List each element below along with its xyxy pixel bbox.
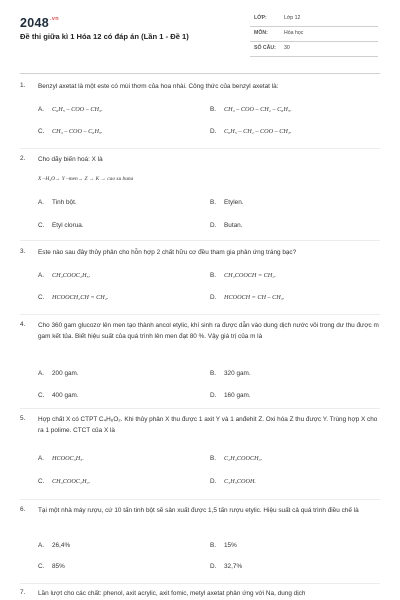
question-text: Cho 360 gam glucozơ lên men tạo thành ancol etylic, khí sinh ra được dẫn vào dung dịch nước vôi trong dư thu được m gam kết tủa. Biết hiệu suất của quá trình lên men đạt 80 %. Vậy giá trị của m là	[38, 322, 379, 340]
site-logo[interactable]: $2048^{.vn}$	[20, 16, 59, 30]
option-a[interactable]: A. 200 gam.	[38, 370, 79, 377]
option-d[interactable]: D. HCOOCH = CH – CH₃.	[210, 294, 285, 301]
question-divider	[20, 314, 380, 315]
question-text: Benzyl axetat là một este có mùi thơm của hoa nhài. Công thức của benzyl axetat là:	[38, 83, 279, 90]
page-title: Đề thi giữa kì 1 Hóa 12 có đáp án (Lần 1 - Đề 1)	[20, 32, 189, 41]
option-c[interactable]: C. CH₃ – COO – C₆H₅.	[38, 128, 103, 135]
question-divider	[20, 148, 380, 149]
question-3	[20, 248, 380, 308]
logo-suffix: .vn	[50, 16, 59, 22]
option-c[interactable]: C. Etyl clorua.	[38, 222, 84, 229]
meta-label: MÔN:	[254, 30, 268, 36]
option-b[interactable]: B. CH₃COOCH = CH₂.	[210, 272, 276, 279]
meta-value: Lớp 12	[284, 15, 301, 21]
meta-subject-row	[250, 27, 378, 42]
question-text: Hợp chất X có CTPT C₄H₆O₂. Khi thủy phân X thu được 1 axit Y và 1 anđehit Z. Oxi hóa Z thu được Y. Trùng hợp X cho ra 1 polime. CTCT của X là	[38, 416, 378, 434]
option-c[interactable]: C. HCOOCH₂CH = CH₂.	[38, 294, 109, 301]
question-7	[20, 589, 380, 600]
option-d[interactable]: D. Butan.	[210, 222, 243, 229]
question-number: 7.	[20, 589, 26, 596]
meta-count-row	[250, 42, 378, 57]
option-c[interactable]: C. 400 gam.	[38, 392, 79, 399]
meta-label: SỐ CÂU:	[254, 45, 276, 51]
question-4	[20, 321, 380, 401]
meta-value: Hóa học	[284, 30, 304, 36]
option-a[interactable]: A. C₆H₅ – COO – CH₃.	[38, 106, 103, 113]
option-b[interactable]: B. 320 gam.	[210, 370, 251, 377]
option-b[interactable]: B. 15%	[210, 542, 237, 549]
reaction-scheme: X –H₂O→ Y –men→ Z → K → cao su buna	[38, 176, 134, 182]
meta-value: 30	[284, 45, 290, 51]
question-text: Tại một nhà máy rượu, cứ 10 tấn tinh bột sẽ sản xuất được 1,5 tấn rượu etylic. Hiệu suất cả quá trình điều chế là	[38, 507, 359, 514]
question-divider	[20, 240, 380, 241]
option-a[interactable]: A. HCOOC₃H₅.	[38, 455, 84, 462]
option-b[interactable]: B. CH₃ – COO – CH₂ – C₆H₅.	[210, 106, 292, 113]
question-text: Lần lượt cho các chất: phenol, axit acrylic, axit fomic, metyl axetat phản ứng với Na, dung dịch	[38, 590, 306, 597]
question-2	[20, 155, 380, 235]
meta-class-row	[250, 12, 378, 27]
question-1	[20, 82, 380, 142]
option-a[interactable]: A. Tinh bột.	[38, 199, 77, 206]
option-c[interactable]: C. CH₃COOC₂H₃.	[38, 478, 91, 485]
question-divider	[20, 499, 380, 500]
question-divider	[20, 583, 380, 584]
question-number: 1.	[20, 82, 26, 89]
header	[0, 0, 400, 70]
question-number: 2.	[20, 155, 26, 162]
question-6	[20, 506, 380, 580]
option-a[interactable]: A. 26,4%	[38, 542, 71, 549]
question-number: 4.	[20, 321, 26, 328]
option-a[interactable]: A. CH₃COOC₂H₅.	[38, 272, 91, 279]
question-text: Cho dãy biến hoá: X là	[38, 156, 103, 163]
option-d[interactable]: D. 32,7%	[210, 563, 243, 570]
option-d[interactable]: D. C₆H₅ – CH₂ – COO – CH₃.	[210, 128, 292, 135]
question-number: 6.	[20, 506, 26, 513]
option-b[interactable]: B. C₂H₃COOCH₃.	[210, 455, 263, 462]
option-d[interactable]: D. 160 gam.	[210, 392, 251, 399]
question-divider	[20, 408, 380, 409]
option-b[interactable]: B. Etylen.	[210, 199, 244, 206]
header-divider	[20, 73, 380, 74]
option-c[interactable]: C. 85%	[38, 563, 65, 570]
question-number: 3.	[20, 248, 26, 255]
question-text: Este nào sau đây thủy phân cho hỗn hợp 2 chất hữu cơ đều tham gia phản ứng tráng bạc?	[38, 249, 297, 256]
meta-label: LỚP:	[254, 15, 267, 21]
question-5	[20, 415, 380, 495]
question-number: 5.	[20, 415, 26, 422]
option-d[interactable]: D. C₃H₅COOH.	[210, 478, 256, 485]
